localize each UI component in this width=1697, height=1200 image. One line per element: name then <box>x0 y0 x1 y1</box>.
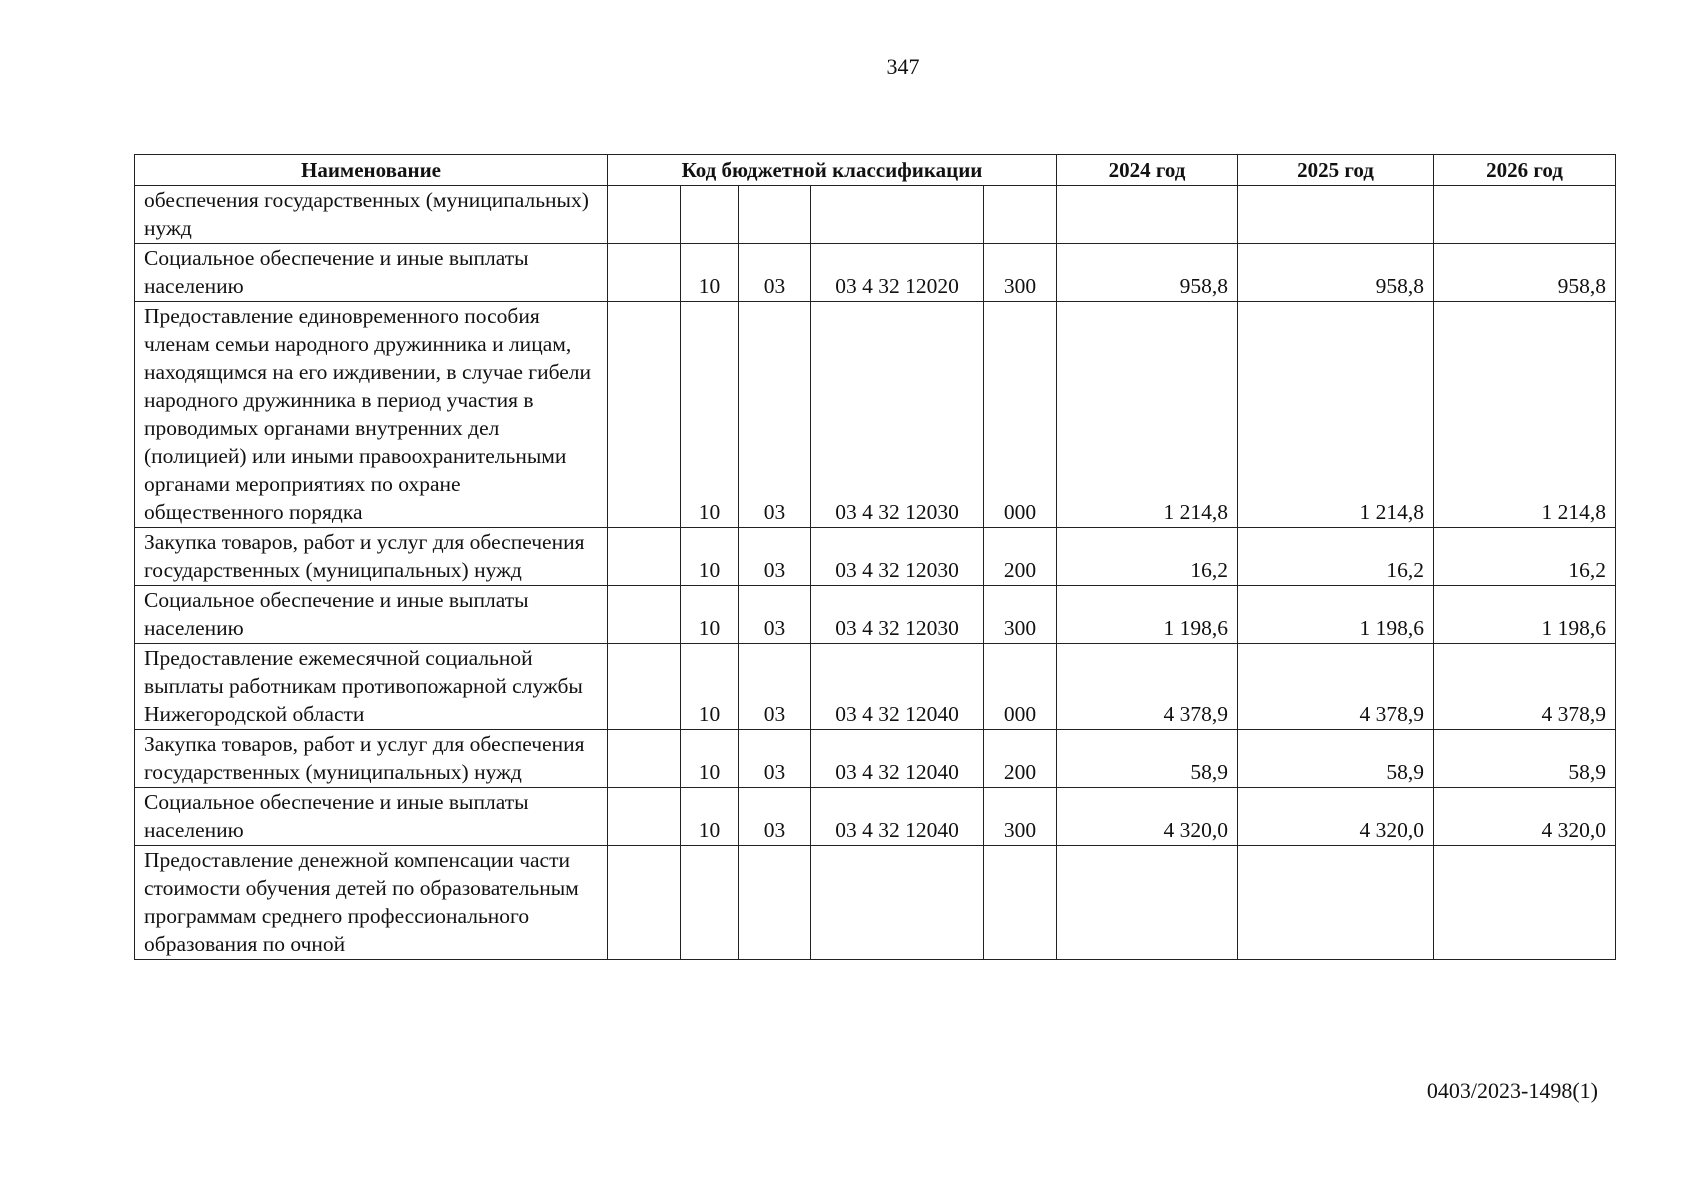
cell-code-target: 03 4 32 12030 <box>811 528 984 586</box>
cell-value-2026: 16,2 <box>1434 528 1616 586</box>
cell-value-2026: 4 378,9 <box>1434 644 1616 730</box>
cell-code-expense-type: 000 <box>984 644 1057 730</box>
cell-name: Социальное обеспечение и иные выплаты населению <box>135 586 608 644</box>
table-row <box>135 244 1616 302</box>
cell-code-subsection: 03 <box>739 730 811 788</box>
cell-code-target <box>811 186 984 244</box>
cell-name: обеспечения государственных (муниципальных) нужд <box>135 186 608 244</box>
header-2026: 2026 год <box>1434 155 1616 186</box>
cell-code-target: 03 4 32 12020 <box>811 244 984 302</box>
cell-code-subsection <box>739 186 811 244</box>
cell-value-2024: 958,8 <box>1057 244 1238 302</box>
header-name: Наименование <box>135 155 608 186</box>
cell-value-2025: 1 198,6 <box>1238 586 1434 644</box>
cell-code-expense-type <box>984 186 1057 244</box>
cell-code-section <box>681 846 739 960</box>
cell-name: Социальное обеспечение и иные выплаты населению <box>135 244 608 302</box>
cell-code-subsection: 03 <box>739 586 811 644</box>
document-id: 0403/2023-1498(1) <box>1426 1078 1598 1103</box>
cell-value-2024 <box>1057 846 1238 960</box>
cell-value-2024: 1 198,6 <box>1057 586 1238 644</box>
cell-code-target: 03 4 32 12040 <box>811 788 984 846</box>
table-row <box>135 846 1616 960</box>
table-row <box>135 788 1616 846</box>
cell-code-expense-type: 000 <box>984 302 1057 528</box>
cell-name: Предоставление денежной компенсации части стоимости обучения детей по образовательным программам среднего профессионального образования по очной <box>135 846 608 960</box>
cell-value-2026: 958,8 <box>1434 244 1616 302</box>
cell-code-subsection: 03 <box>739 302 811 528</box>
cell-value-2024 <box>1057 186 1238 244</box>
cell-code-target: 03 4 32 12030 <box>811 302 984 528</box>
cell-code-admin <box>608 302 681 528</box>
cell-code-target: 03 4 32 12030 <box>811 586 984 644</box>
cell-code-target: 03 4 32 12040 <box>811 730 984 788</box>
cell-value-2025 <box>1238 186 1434 244</box>
cell-code-expense-type <box>984 846 1057 960</box>
cell-value-2024: 1 214,8 <box>1057 302 1238 528</box>
cell-code-expense-type: 300 <box>984 788 1057 846</box>
cell-code-admin <box>608 788 681 846</box>
cell-value-2026: 4 320,0 <box>1434 788 1616 846</box>
cell-value-2026: 1 198,6 <box>1434 586 1616 644</box>
page-number: 347 <box>886 54 920 79</box>
cell-code-expense-type: 300 <box>984 586 1057 644</box>
cell-code-subsection <box>739 846 811 960</box>
cell-value-2026: 58,9 <box>1434 730 1616 788</box>
cell-code-admin <box>608 186 681 244</box>
table-row <box>135 528 1616 586</box>
header-2025: 2025 год <box>1238 155 1434 186</box>
cell-value-2025 <box>1238 846 1434 960</box>
cell-code-expense-type: 300 <box>984 244 1057 302</box>
cell-name: Закупка товаров, работ и услуг для обеспечения государственных (муниципальных) нужд <box>135 730 608 788</box>
cell-code-subsection: 03 <box>739 644 811 730</box>
cell-value-2024: 16,2 <box>1057 528 1238 586</box>
cell-value-2025: 16,2 <box>1238 528 1434 586</box>
cell-code-admin <box>608 528 681 586</box>
cell-code-section: 10 <box>681 528 739 586</box>
cell-value-2024: 4 320,0 <box>1057 788 1238 846</box>
cell-code-section: 10 <box>681 644 739 730</box>
cell-name: Предоставление ежемесячной социальной выплаты работникам противопожарной службы Нижегородской области <box>135 644 608 730</box>
cell-code-target <box>811 846 984 960</box>
budget-table <box>134 154 1616 960</box>
cell-name: Социальное обеспечение и иные выплаты населению <box>135 788 608 846</box>
cell-value-2026 <box>1434 186 1616 244</box>
table-body <box>135 186 1616 960</box>
cell-value-2025: 4 378,9 <box>1238 644 1434 730</box>
header-2024: 2024 год <box>1057 155 1238 186</box>
cell-code-section: 10 <box>681 788 739 846</box>
table-row <box>135 644 1616 730</box>
cell-name: Предоставление единовременного пособия членам семьи народного дружинника и лицам, находящимся на его иждивении, в случае гибели народного дружинника в период участия в проводимых органами внутренних дел (полицией) или иными правоохранительными органами мероприятиях по охране общественного порядка <box>135 302 608 528</box>
cell-code-section: 10 <box>681 586 739 644</box>
table-header-row <box>135 155 1616 186</box>
cell-code-section <box>681 186 739 244</box>
cell-value-2025: 4 320,0 <box>1238 788 1434 846</box>
table-row <box>135 730 1616 788</box>
cell-code-admin <box>608 244 681 302</box>
cell-value-2026 <box>1434 846 1616 960</box>
cell-code-admin <box>608 644 681 730</box>
cell-code-subsection: 03 <box>739 244 811 302</box>
cell-value-2024: 4 378,9 <box>1057 644 1238 730</box>
cell-value-2025: 958,8 <box>1238 244 1434 302</box>
cell-code-subsection: 03 <box>739 528 811 586</box>
table-row <box>135 586 1616 644</box>
cell-value-2025: 58,9 <box>1238 730 1434 788</box>
cell-code-admin <box>608 730 681 788</box>
table-row <box>135 186 1616 244</box>
cell-code-admin <box>608 586 681 644</box>
cell-code-section: 10 <box>681 244 739 302</box>
cell-code-section: 10 <box>681 302 739 528</box>
cell-code-admin <box>608 846 681 960</box>
cell-code-target: 03 4 32 12040 <box>811 644 984 730</box>
cell-code-subsection: 03 <box>739 788 811 846</box>
cell-name: Закупка товаров, работ и услуг для обеспечения государственных (муниципальных) нужд <box>135 528 608 586</box>
cell-value-2026: 1 214,8 <box>1434 302 1616 528</box>
header-budget-code: Код бюджетной классификации <box>608 155 1057 186</box>
cell-code-expense-type: 200 <box>984 528 1057 586</box>
cell-code-expense-type: 200 <box>984 730 1057 788</box>
cell-value-2024: 58,9 <box>1057 730 1238 788</box>
table-row <box>135 302 1616 528</box>
cell-code-section: 10 <box>681 730 739 788</box>
cell-value-2025: 1 214,8 <box>1238 302 1434 528</box>
